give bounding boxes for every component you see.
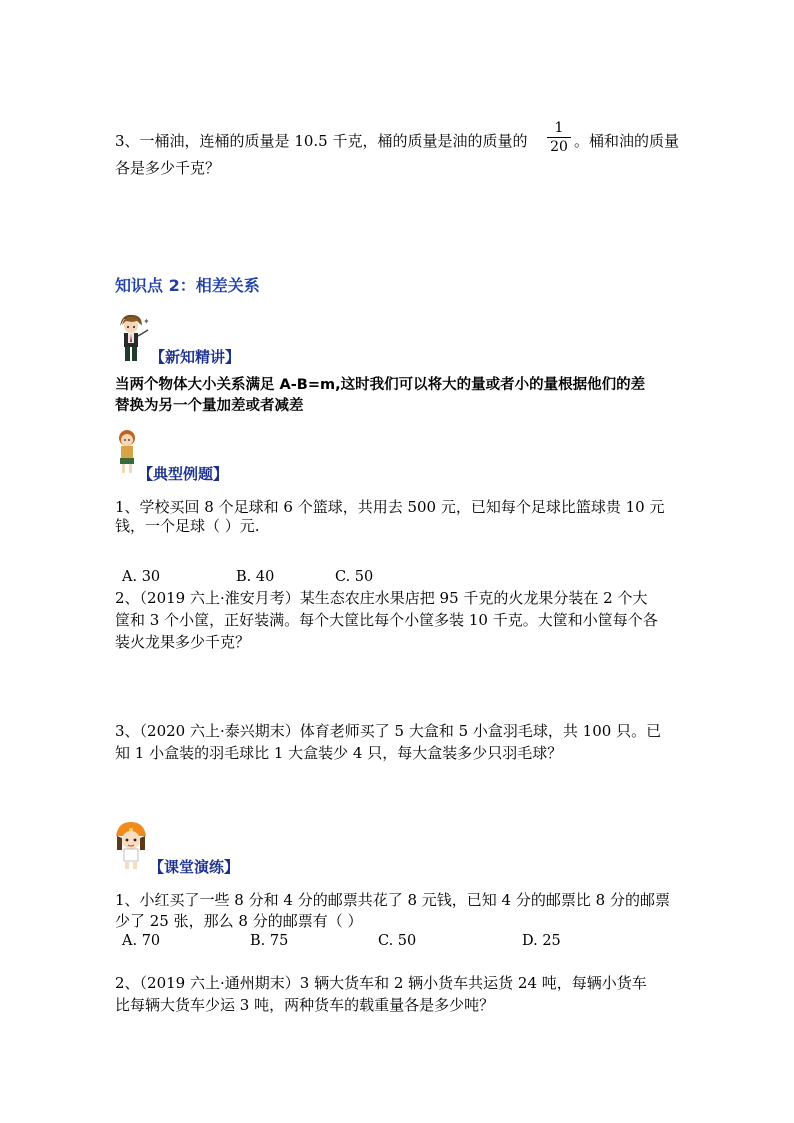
q3-oil-line1 [115,131,527,151]
fraction-numerator: 1 [554,120,564,136]
example1-option-c: C. 50 [335,569,374,585]
description-line1: 当两个物体大小关系满足 A-B=m,这时我们可以将大的量或者小的量根据他们的差 [115,377,646,393]
example3-line1: 3、（2020 六上·泰兴期末）体育老师买了 5 大盒和 5 小盒羽毛球，共 100 只。已 [115,722,662,740]
q3-oil-text-a: 3、一桶油，连桶的质量是 10.5 千克，桶的质量是油的质量的 [115,132,528,150]
fraction-one-twentieth [547,120,571,155]
example3-line2: 知 1 小盒装的羽毛球比 1 大盒装少 4 只，每大盒装多少只羽毛球？ [115,744,563,762]
section-title: 知识点 2：相差关系 [115,276,260,295]
fraction-denominator: 20 [550,139,568,155]
example1-option-b: B. 40 [236,569,275,585]
example2-line2: 筐和 3 个小筐，正好装满。每个大筐比每个小筐多装 10 千克。大筐和小筐每个各 [115,611,658,629]
teacher-boy-icon [112,312,152,364]
q3-oil-line2: 各是多少千克？ [115,159,221,177]
practice1-line2: 少了 25 张，那么 8 分的邮票有（ ） [115,912,363,930]
practice1-option-a: A. 70 [122,933,161,949]
example2-line3: 装火龙果多少千克？ [115,633,251,651]
practice2-line1: 2、（2019 六上·通州期末）3 辆大货车和 2 辆小货车共运货 24 吨，每辆小货车 [115,974,647,992]
practice-tag: 【课堂演练】 [149,858,240,876]
practice2-line2: 比每辆大货车少运 3 吨，两种货车的载重量各是多少吨？ [115,996,495,1014]
example2-line1: 2、（2019 六上·淮安月考）某生态农庄水果店把 95 千克的火龙果分装在 2 个大 [115,589,648,607]
practice1-option-b: B. 75 [250,933,289,949]
example1-line2: 钱，一个足球（ ）元. [115,517,260,535]
description-line2: 替换为另一个量加差或者减差 [115,398,304,414]
examples-tag: 【典型例题】 [138,465,229,483]
practice1-line1: 1、小红买了一些 8 分和 4 分的邮票共花了 8 元钱，已知 4 分的邮票比 8 分的邮票 [115,891,670,909]
svg-text:✦: ✦ [143,317,150,326]
example1-option-a: A. 30 [122,569,161,585]
new-knowledge-tag: 【新知精讲】 [150,348,241,366]
example1-line1: 1、学校买回 8 个足球和 6 个篮球，共用去 500 元，已知每个足球比篮球贵 10 元 [115,498,665,516]
fraction-bar [547,137,571,138]
practice1-option-d: D. 25 [522,933,561,949]
student-hat-girl-icon [112,820,150,870]
q3-oil-text-b: 。桶和油的质量 [574,132,680,150]
practice1-option-c: C. 50 [378,933,417,949]
